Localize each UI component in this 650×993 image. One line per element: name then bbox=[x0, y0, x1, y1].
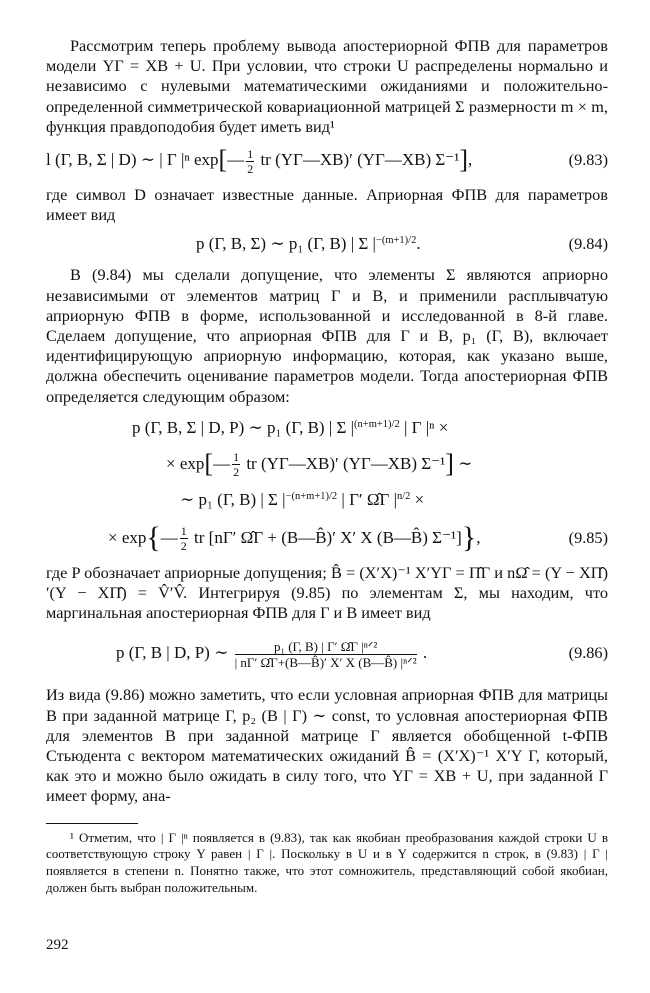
eq985-l2-half-den: 2 bbox=[233, 465, 240, 480]
eq983-half-den: 2 bbox=[247, 161, 254, 176]
eq985-l4b: tr [nΓ′ Ω̂Γ + (B—B̂)′ X′ X (B—B̂) Σ⁻¹] bbox=[194, 527, 462, 547]
footnote-rule bbox=[46, 823, 138, 824]
eq985-l4-half-num: 1 bbox=[180, 524, 187, 539]
eq985-l3-exp2: n/2 bbox=[397, 490, 411, 502]
paragraph-4: где P обозначает априорные допущения; B̂ = (X′X)⁻¹ X′YΓ = Π̂Γ и nΩ̂ = (Y − XΠ̂)′(Y − XΠ̂) = V̂′V̂. Интегрируя (9.85) по элементам Σ, мы находим, что маргинальная апостериорная ФПВ для Γ и B имеет вид bbox=[46, 562, 608, 623]
eq984-exp: −(m+1)/2 bbox=[375, 235, 417, 247]
eq985-number: (9.85) bbox=[568, 527, 608, 547]
page-number: 292 bbox=[46, 937, 69, 953]
paragraph-3: В (9.84) мы сделали допущение, что элементы Σ являются априорно независимыми от элементов матриц Γ и B, и применили расплывчатую априорную ФПВ в форме, использованной и исследованной в 8-й главе. Сделаем допущение, что априорная ФПВ для Γ и B, p₁ (Γ, B), включает идентифицирующую априорную информацию, которая, как указано выше, должна обеспечить оценивание параметров модели. Тогда апостериорная ФПВ определяется следующим образом: bbox=[46, 265, 608, 406]
eq985-l3a: ∼ p₁ (Γ, B) | Σ | bbox=[180, 489, 286, 509]
equation-9-84: p (Γ, B, Σ) ∼ p₁ (Γ, B) | Σ $|^{-(m+1)/2}$. (9.84) bbox=[46, 227, 608, 261]
eq984-number: (9.84) bbox=[568, 234, 608, 254]
eq985-l3b: | Γ′ Ω̂Γ | bbox=[341, 489, 397, 509]
eq985-l1: p (Γ, B, Σ | D, P) ∼ p₁ (Γ, B) | Σ | bbox=[132, 417, 355, 437]
equation-9-85-line-3 bbox=[46, 483, 608, 517]
eq985-l3-exp: −(n+m+1)/2 bbox=[285, 490, 338, 502]
equation-9-85-line-4: × exp{— $\frac{1}{2}$ tr [nΓ′ Ω̂Γ + (B—B̂)′ X′ X (B—B̂) Σ⁻¹]}, (9.85) bbox=[108, 520, 608, 554]
page-content bbox=[46, 36, 608, 897]
eq985-l2a: × exp bbox=[166, 453, 205, 473]
equation-9-86: p (Γ, B | D, P) ∼ $\frac{\text{p₁ (Γ, B) | Γ′ Ω̂Γ |ⁿᐟ²}}{\text{| nΓ′ Ω̂Γ+(B—B̂)′ X′ X (B—B̂) |ⁿᐟ²}}$ . (9.86) bbox=[46, 631, 608, 675]
eq986-denominator: | nΓ′ Ω̂Γ+(B—B̂)′ X′ X (B—B̂) |ⁿᐟ² bbox=[234, 655, 417, 671]
equation-9-85-line-2: × exp[— $\frac{1}{2}$ tr (YΓ—XB)′ (YΓ—XB) Σ⁻¹] ∼ bbox=[166, 448, 473, 480]
equation-9-83: l (Γ, B, Σ | D) ∼ | Γ |ⁿ exp[— $\frac{1}{2}$ tr (YΓ—XB)′ (YΓ—XB) Σ⁻¹], (9.83) bbox=[46, 145, 608, 176]
eq985-l2-half-num: 1 bbox=[233, 450, 240, 465]
eq986-numerator: p₁ (Γ, B) | Γ′ Ω̂Γ |ⁿᐟ² bbox=[235, 640, 417, 655]
eq984-text: p (Γ, B, Σ) ∼ p₁ (Γ, B) | Σ | bbox=[196, 234, 376, 254]
eq985-l4a: × exp bbox=[108, 527, 147, 547]
eq983-number: (9.83) bbox=[568, 150, 608, 170]
paragraph-1: Рассмотрим теперь проблему вывода апостериорной ФПВ для параметров модели YΓ = XB + U. При условии, что строки U распределены нормально и независимо с нулевыми математическими ожиданиями и положительно-определенной симметрической ковариационной матрицей Σ размерности m × m, функция правдоподобия будет иметь вид¹ bbox=[46, 36, 608, 136]
eq985-l1-exp: (n+m+1)/2 bbox=[354, 418, 400, 430]
eq983-body: tr (YΓ—XB)′ (YΓ—XB) Σ⁻¹ bbox=[260, 150, 460, 170]
eq985-l3-tail: × bbox=[414, 489, 425, 509]
paragraph-5: Из вида (9.86) можно заметить, что если условная априорная ФПВ для матрицы B при заданной матрице Γ, p₂ (B | Γ) ∼ const, то условная апостериорная ФПВ для элементов B при заданной матрице Γ является обобщенной t-ФПВ Стьюдента с вектором математических ожиданий B̂ = (X′X)⁻¹ X′Y Γ, который, как это и можно было ожидать в силу того, что YΓ = XB + U, при заданной Γ имеет форму, ана- bbox=[46, 685, 608, 806]
eq983-lhs: l (Γ, B, Σ | D) ∼ | Γ |ⁿ exp bbox=[46, 150, 219, 170]
footnote: ¹ Отметим, что | Γ |ⁿ появляется в (9.83), так как якобиан преобразования каждой строки U в соответствующую строку Y равен | Γ |. Поскольку в U и в Y содержится n строк, в (9.83) | Γ | появляется в степени n. Понятно также, что этот сомножитель, представляющий собой якобиан, должен быть выбран положительным. bbox=[46, 829, 608, 896]
eq986-lhs: p (Γ, B | D, P) ∼ bbox=[116, 643, 229, 663]
eq985-l4-half-den: 2 bbox=[180, 539, 187, 554]
eq986-number: (9.86) bbox=[568, 643, 608, 663]
equation-9-85-line-1 bbox=[46, 411, 608, 445]
eq985-l2b: tr (YΓ—XB)′ (YΓ—XB) Σ⁻¹ bbox=[246, 453, 446, 473]
eq985-l1-tail: | Γ |ⁿ × bbox=[403, 417, 449, 437]
paragraph-2: где символ D означает известные данные. Априорная ФПВ для параметров имеет вид bbox=[46, 185, 608, 225]
eq983-half-num: 1 bbox=[247, 146, 254, 161]
